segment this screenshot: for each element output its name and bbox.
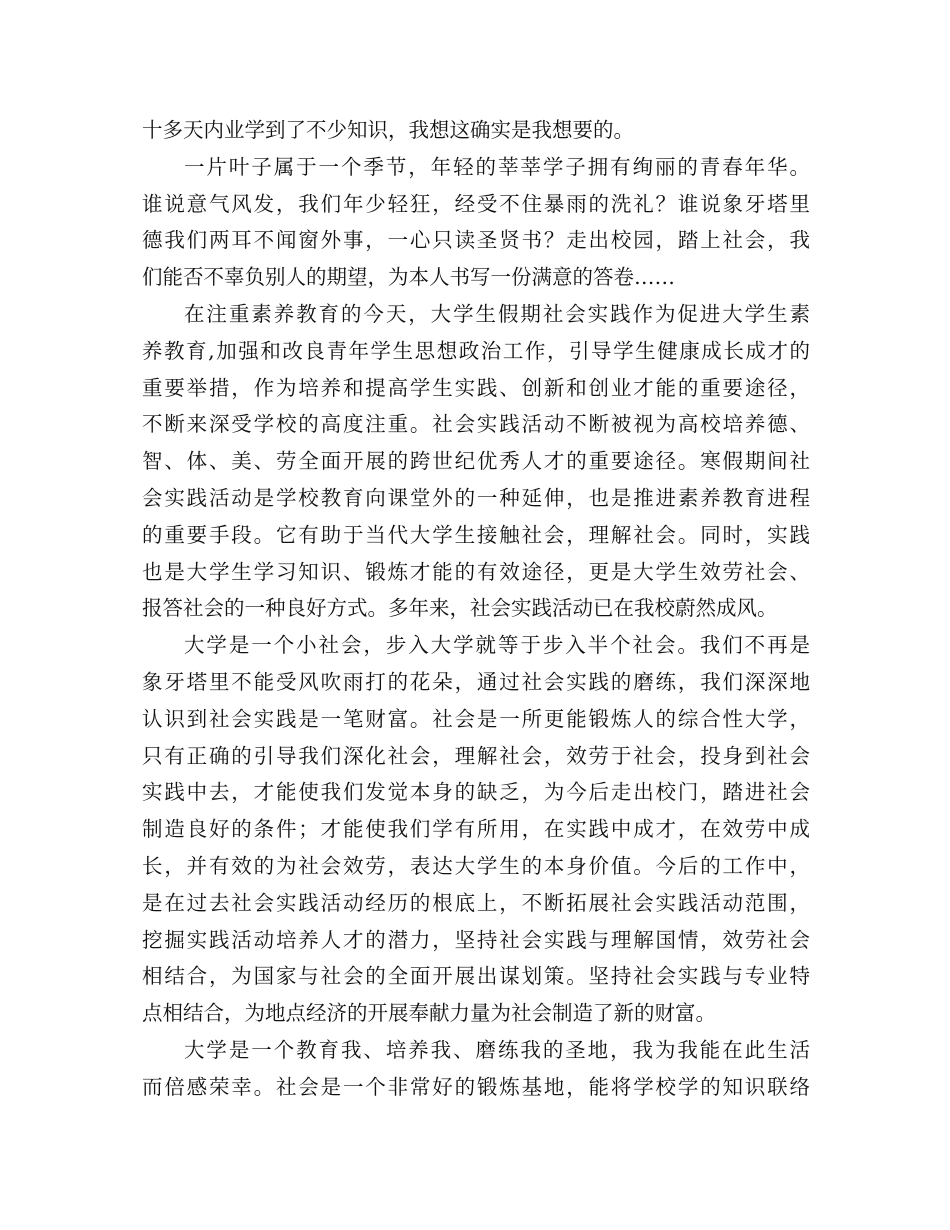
- paragraph-4-line-6: 制造良好的条件；才能使我们学有所用，在实践中成才，在效劳中成: [142, 817, 810, 842]
- paragraph-3-line-4: 不断来深受学校的高度注重。社会实践活动不断被视为高校培养德、: [142, 412, 810, 437]
- paragraph-2-line-4: 们能否不辜负别人的期望，为本人书写一份满意的答卷……: [142, 265, 675, 290]
- paragraph-4-line-4: 只有正确的引导我们深化社会，理解社会，效劳于社会，投身到社会: [142, 743, 810, 768]
- paragraph-3-line-9: 报答社会的一种良好方式。多年来，社会实践活动已在我校蔚然成风。: [142, 596, 778, 621]
- paragraph-4-line-11: 点相结合，为地点经济的开展奉献力量为社会制造了新的财富。: [142, 1001, 716, 1026]
- paragraph-4-line-5: 实践中去，才能使我们发觉本身的缺乏，为今后走出校门，踏进社会: [142, 780, 810, 805]
- paragraph-2-line-3: 德我们两耳不闻窗外事，一心只读圣贤书？走出校园，踏上社会，我: [142, 228, 810, 253]
- paragraph-4-line-10: 相结合，为国家与社会的全面开展出谋划策。坚持社会实践与专业特: [142, 964, 810, 989]
- paragraph-3-line-1: 在注重素养教育的今天，大学生假期社会实践作为促进大学生素: [184, 301, 810, 326]
- paragraph-5-line-2: 而倍感荣幸。社会是一个非常好的锻炼基地，能将学校学的知识联络: [142, 1074, 810, 1099]
- paragraph-3-line-5: 智、体、美、劳全面开展的跨世纪优秀人才的重要途径。寒假期间社: [142, 449, 810, 474]
- paragraph-3-line-8: 也是大学生学习知识、锻炼才能的有效途径，更是大学生效劳社会、: [142, 559, 810, 584]
- paragraph-4-line-3: 认识到社会实践是一笔财富。社会是一所更能锻炼人的综合性大学，: [142, 706, 810, 731]
- paragraph-3-line-6: 会实践活动是学校教育向课堂外的一种延伸，也是推进素养教育进程: [142, 485, 810, 510]
- paragraph-4-line-7: 长，并有效的为社会效劳，表达大学生的本身价值。今后的工作中，: [142, 853, 810, 878]
- paragraph-4-line-2: 象牙塔里不能受风吹雨打的花朵，通过社会实践的磨练，我们深深地: [142, 669, 810, 694]
- paragraph-4-line-1: 大学是一个小社会，步入大学就等于步入半个社会。我们不再是: [184, 633, 810, 658]
- paragraph-3-line-2: 养教育,加强和改良青年学生思想政治工作，引导学生健康成长成才的: [142, 338, 810, 363]
- paragraph-3-line-7: 的重要手段。它有助于当代大学生接触社会，理解社会。同时，实践: [142, 522, 810, 547]
- paragraph-3-line-3: 重要举措，作为培养和提高学生实践、创新和创业才能的重要途径，: [142, 375, 810, 400]
- paragraph-1-line-1: 十多天内业学到了不少知识，我想这确实是我想要的。: [142, 118, 634, 142]
- paragraph-4-line-8: 是在过去社会实践活动经历的根底上，不断拓展社会实践活动范围，: [142, 890, 810, 915]
- document-body: [142, 112, 810, 1106]
- paragraph-2-line-1: 一片叶子属于一个季节，年轻的莘莘学子拥有绚丽的青春年华。: [184, 154, 810, 179]
- paragraph-4-line-9: 挖掘实践活动培养人才的潜力，坚持社会实践与理解国情，效劳社会: [142, 927, 810, 952]
- paragraph-5-line-1: 大学是一个教育我、培养我、磨练我的圣地，我为我能在此生活: [184, 1037, 810, 1062]
- paragraph-2-line-2: 谁说意气风发，我们年少轻狂，经受不住暴雨的洗礼？谁说象牙塔里: [142, 191, 810, 216]
